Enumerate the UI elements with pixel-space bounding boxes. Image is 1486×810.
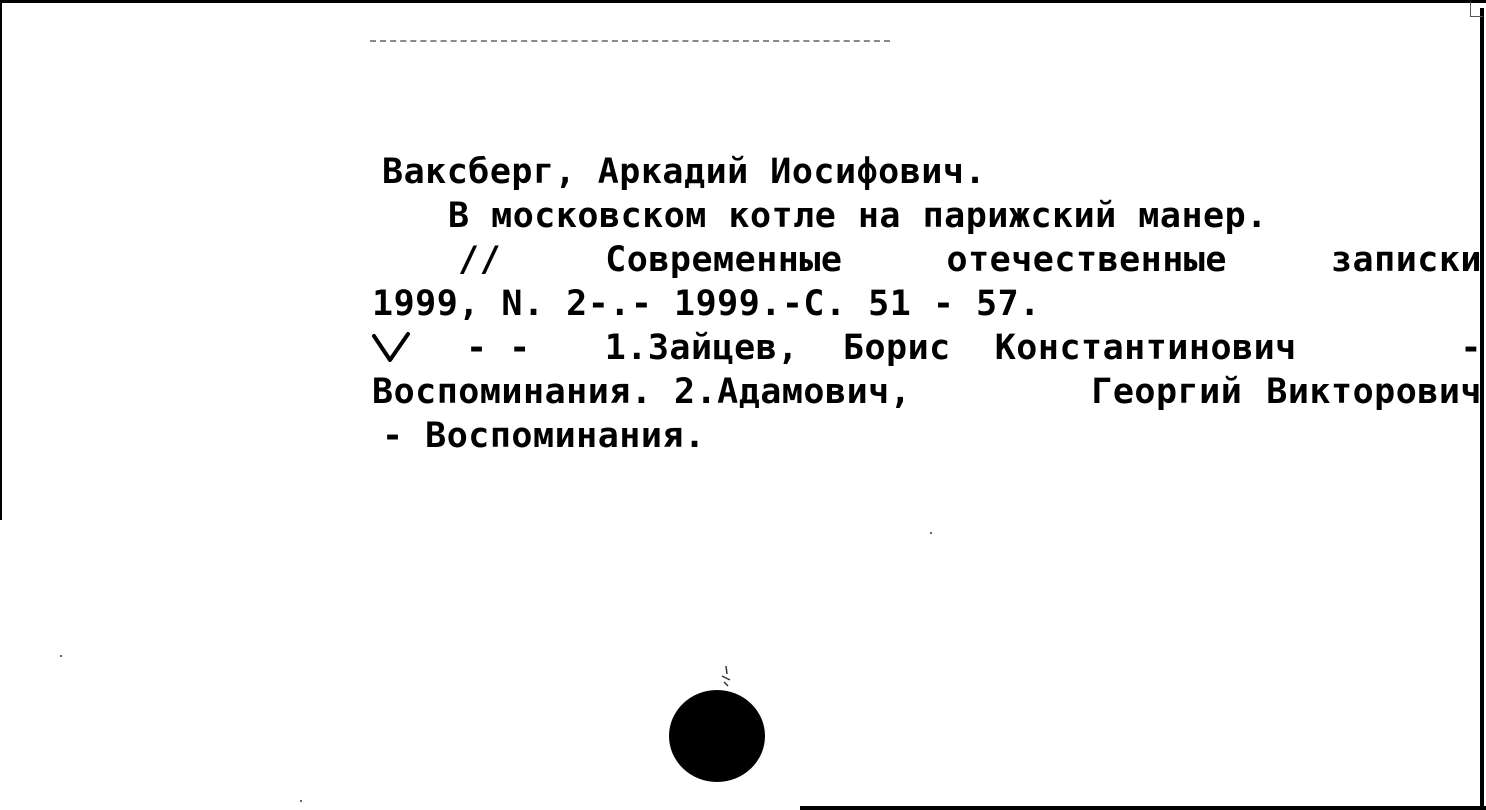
source-line [372,238,1482,282]
punch-hole [669,690,765,782]
subject-name-2: Константинович [994,328,1297,368]
source-word-3: записки [1330,240,1482,280]
subject-line-2-part-1: Воспоминания. 2.Адамович, [372,372,912,412]
speck [930,532,932,534]
subject-line-2 [372,370,1482,414]
checkmark-icon [372,330,422,366]
subject-trailing-dash: - [1460,328,1482,368]
header-rule [370,40,890,42]
card-edge-left [0,0,2,520]
hole-fray-mark [718,666,734,688]
subject-name-1: Борис [842,328,951,368]
card-edge-top [0,0,1486,3]
subject-item-1: 1.Зайцев, [604,328,799,368]
subject-line-1 [372,326,1482,370]
subject-dashes: - - [466,328,531,368]
subject-line-2-part-2: Георгий [1091,372,1243,412]
author-heading: Ваксберг, Аркадий Иосифович. [382,152,987,192]
source-slashes: // [458,240,502,280]
source-word-1: Современные [605,240,843,280]
corner-mark [1470,2,1483,17]
subject-line-3: - Воспоминания. [382,416,706,456]
speck [60,655,62,657]
speck [300,800,302,802]
subject-line-2-part-3: Викторович [1266,372,1482,412]
imprint-line: 1999, N. 2-.- 1999.-С. 51 - 57. [372,284,1041,324]
title-line: В московском котле на парижский манер. [448,196,1268,236]
source-word-2: отечественные [946,240,1227,280]
card-edge-bottom [800,806,1486,810]
